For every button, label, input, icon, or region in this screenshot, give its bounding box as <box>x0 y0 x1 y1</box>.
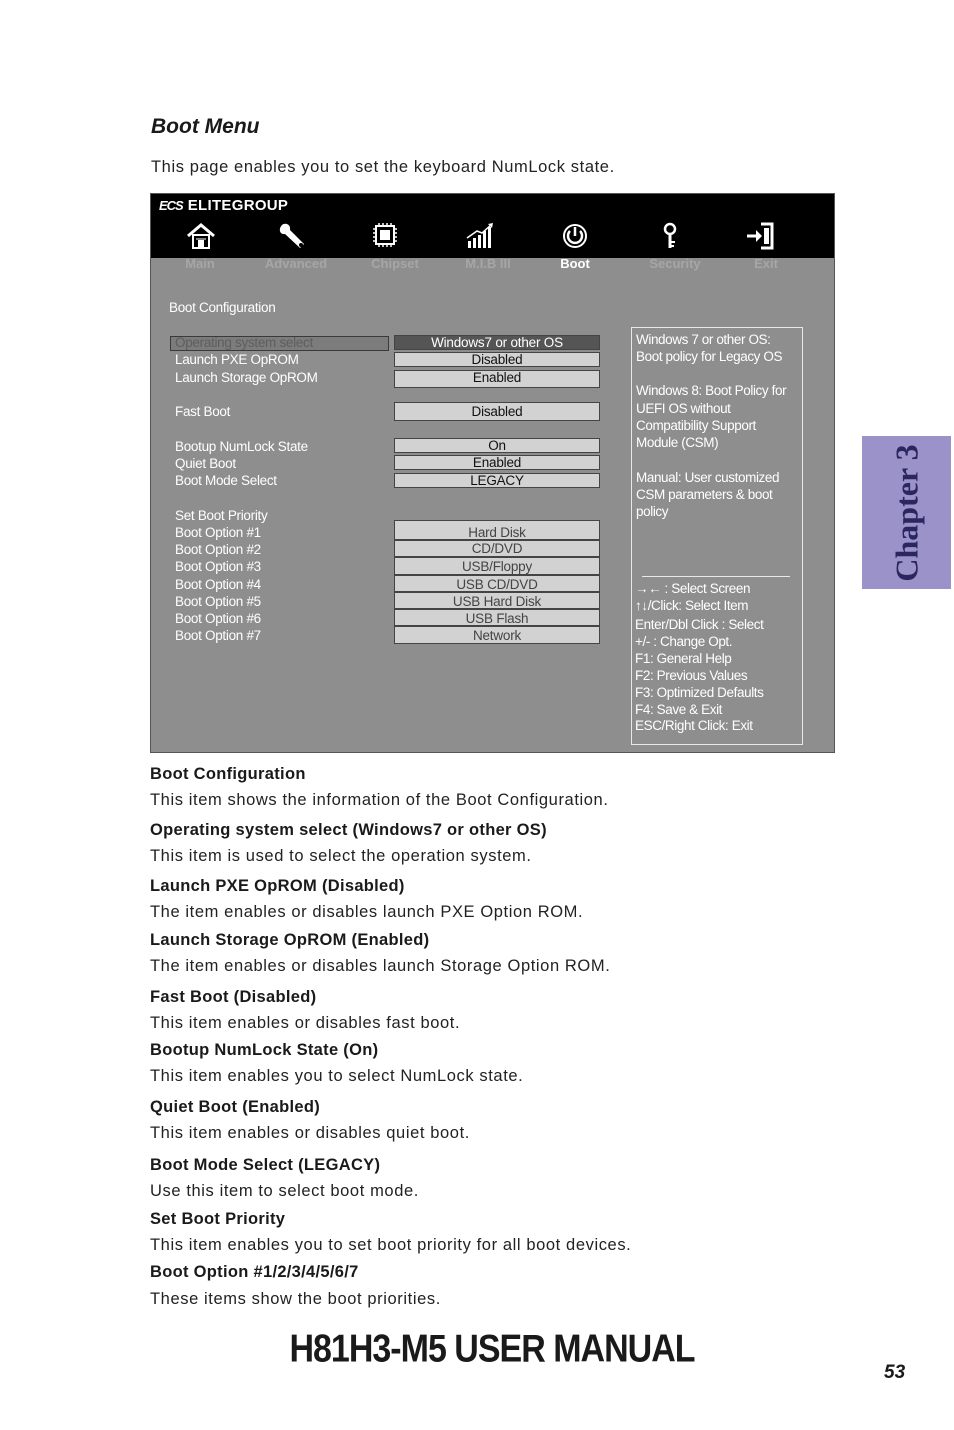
tab-mib[interactable]: M.I.B III <box>465 256 511 271</box>
tab-security[interactable]: Security <box>649 256 701 271</box>
item-description: This item enables or disables quiet boot. <box>150 1124 470 1142</box>
setting-label[interactable]: Launch PXE OpROM <box>175 352 299 367</box>
chart-icon[interactable] <box>436 221 526 251</box>
item-description: The item enables or disables launch Storage Option ROM. <box>150 957 611 975</box>
setting-label[interactable]: Boot Mode Select <box>175 473 277 488</box>
key-hint: +/- : Change Opt. <box>635 634 733 649</box>
tab-chipset[interactable]: Chipset <box>371 256 419 271</box>
tab-main[interactable]: Main <box>185 256 215 271</box>
tab-exit[interactable]: Exit <box>754 256 778 271</box>
brand-name: ELITEGROUP <box>187 197 289 214</box>
manual-title: H81H3-M5 USER MANUAL <box>289 1327 695 1371</box>
boot-option-value[interactable]: Network <box>394 626 600 644</box>
boot-option-label[interactable]: Boot Option #6 <box>175 611 261 626</box>
help-text: CSM parameters & boot <box>636 487 773 502</box>
help-text: Windows 8: Boot Policy for <box>636 383 787 398</box>
section-title: Boot Menu <box>151 115 260 138</box>
item-heading: Operating system select (Windows7 or other OS) <box>150 821 547 839</box>
set-boot-priority-heading: Set Boot Priority <box>175 508 268 523</box>
item-heading: Launch Storage OpROM (Enabled) <box>150 931 430 949</box>
help-divider <box>642 576 790 577</box>
page-number: 53 <box>884 1362 906 1383</box>
item-heading: Set Boot Priority <box>150 1210 286 1228</box>
key-hint: ↑↓/Click: Select Item <box>635 598 749 613</box>
boot-option-value[interactable]: USB Flash <box>394 609 600 626</box>
setting-label[interactable]: Fast Boot <box>175 404 231 419</box>
boot-config-heading: Boot Configuration <box>169 300 276 315</box>
boot-option-label[interactable]: Boot Option #3 <box>175 559 261 574</box>
key-hint: Enter/Dbl Click : Select <box>635 617 764 632</box>
bios-logo <box>159 197 288 214</box>
bios-header <box>151 194 834 258</box>
setting-label[interactable]: Bootup NumLock State <box>175 439 308 454</box>
item-heading: Fast Boot (Disabled) <box>150 988 317 1006</box>
item-heading: Boot Option #1/2/3/4/5/6/7 <box>150 1263 359 1281</box>
fast-boot-value[interactable]: Disabled <box>394 402 600 421</box>
item-heading: Bootup NumLock State (On) <box>150 1041 379 1059</box>
help-text: Windows 7 or other OS: <box>636 332 771 347</box>
item-description: This item shows the information of the Boot Configuration. <box>150 791 609 809</box>
chapter-label: Chapter 3 <box>888 443 924 582</box>
key-hint: F4: Save & Exit <box>635 702 723 717</box>
boot-option-value[interactable]: USB CD/DVD <box>394 575 600 592</box>
item-description: These items show the boot priorities. <box>150 1290 441 1308</box>
numlock-value[interactable]: On <box>394 438 600 453</box>
help-text: Compatibility Support <box>636 418 756 433</box>
item-description: Use this item to select boot mode. <box>150 1182 419 1200</box>
help-text: UEFI OS without <box>636 401 731 416</box>
storage-oprom-value[interactable]: Enabled <box>394 370 600 388</box>
pxe-value[interactable]: Disabled <box>394 352 600 367</box>
boot-option-label[interactable]: Boot Option #5 <box>175 594 261 609</box>
help-text: Boot policy for Legacy OS <box>636 349 783 364</box>
key-hint: F1: General Help <box>635 651 732 666</box>
os-select-value[interactable]: Windows7 or other OS <box>394 335 600 350</box>
boot-option-label[interactable]: Boot Option #4 <box>175 577 261 592</box>
item-heading: Boot Mode Select (LEGACY) <box>150 1156 381 1174</box>
item-heading: Quiet Boot (Enabled) <box>150 1098 321 1116</box>
bios-screenshot <box>150 193 835 753</box>
setting-label[interactable]: Launch Storage OpROM <box>175 370 318 385</box>
wrench-icon[interactable] <box>248 221 338 251</box>
key-hint: F2: Previous Values <box>635 668 748 683</box>
item-heading: Boot Configuration <box>150 765 306 783</box>
item-description: The item enables or disables launch PXE Option ROM. <box>150 903 584 921</box>
boot-option-value[interactable]: CD/DVD <box>394 540 600 557</box>
help-text: Module (CSM) <box>636 435 719 450</box>
boot-option-value[interactable]: USB Hard Disk <box>394 592 600 609</box>
key-icon[interactable] <box>625 221 715 251</box>
boot-option-value[interactable]: Hard Disk <box>394 520 600 540</box>
setting-label[interactable]: Operating system select <box>175 335 313 350</box>
item-description: This item enables you to select NumLock state. <box>150 1067 524 1085</box>
chip-icon[interactable] <box>340 221 430 251</box>
item-description: This item enables you to set boot priority for all boot devices. <box>150 1236 632 1254</box>
item-description: This item is used to select the operation system. <box>150 847 532 865</box>
boot-option-label[interactable]: Boot Option #7 <box>175 628 261 643</box>
boot-option-label[interactable]: Boot Option #1 <box>175 525 261 540</box>
key-hint: F3: Optimized Defaults <box>635 685 764 700</box>
exit-icon[interactable] <box>716 221 806 251</box>
key-hint: ESC/Right Click: Exit <box>635 718 753 733</box>
help-panel <box>631 327 803 745</box>
chapter-tab <box>862 436 951 589</box>
intro-text: This page enables you to set the keyboard NumLock state. <box>151 158 615 176</box>
tab-boot[interactable]: Boot <box>560 256 590 271</box>
ecs-logo-mark: ECS <box>159 198 183 213</box>
power-icon[interactable] <box>530 221 620 251</box>
boot-option-label[interactable]: Boot Option #2 <box>175 542 261 557</box>
tab-advanced[interactable]: Advanced <box>264 256 328 271</box>
setting-label[interactable]: Quiet Boot <box>175 456 236 471</box>
help-text: Manual: User customized <box>636 470 780 485</box>
boot-mode-value[interactable]: LEGACY <box>394 473 600 488</box>
item-description: This item enables or disables fast boot. <box>150 1014 461 1032</box>
home-icon[interactable] <box>156 221 246 251</box>
item-heading: Launch PXE OpROM (Disabled) <box>150 877 405 895</box>
help-text: policy <box>636 504 669 519</box>
quiet-boot-value[interactable]: Enabled <box>394 455 600 470</box>
boot-option-value[interactable]: USB/Floppy <box>394 557 600 575</box>
key-hint: →← : Select Screen <box>635 581 751 596</box>
